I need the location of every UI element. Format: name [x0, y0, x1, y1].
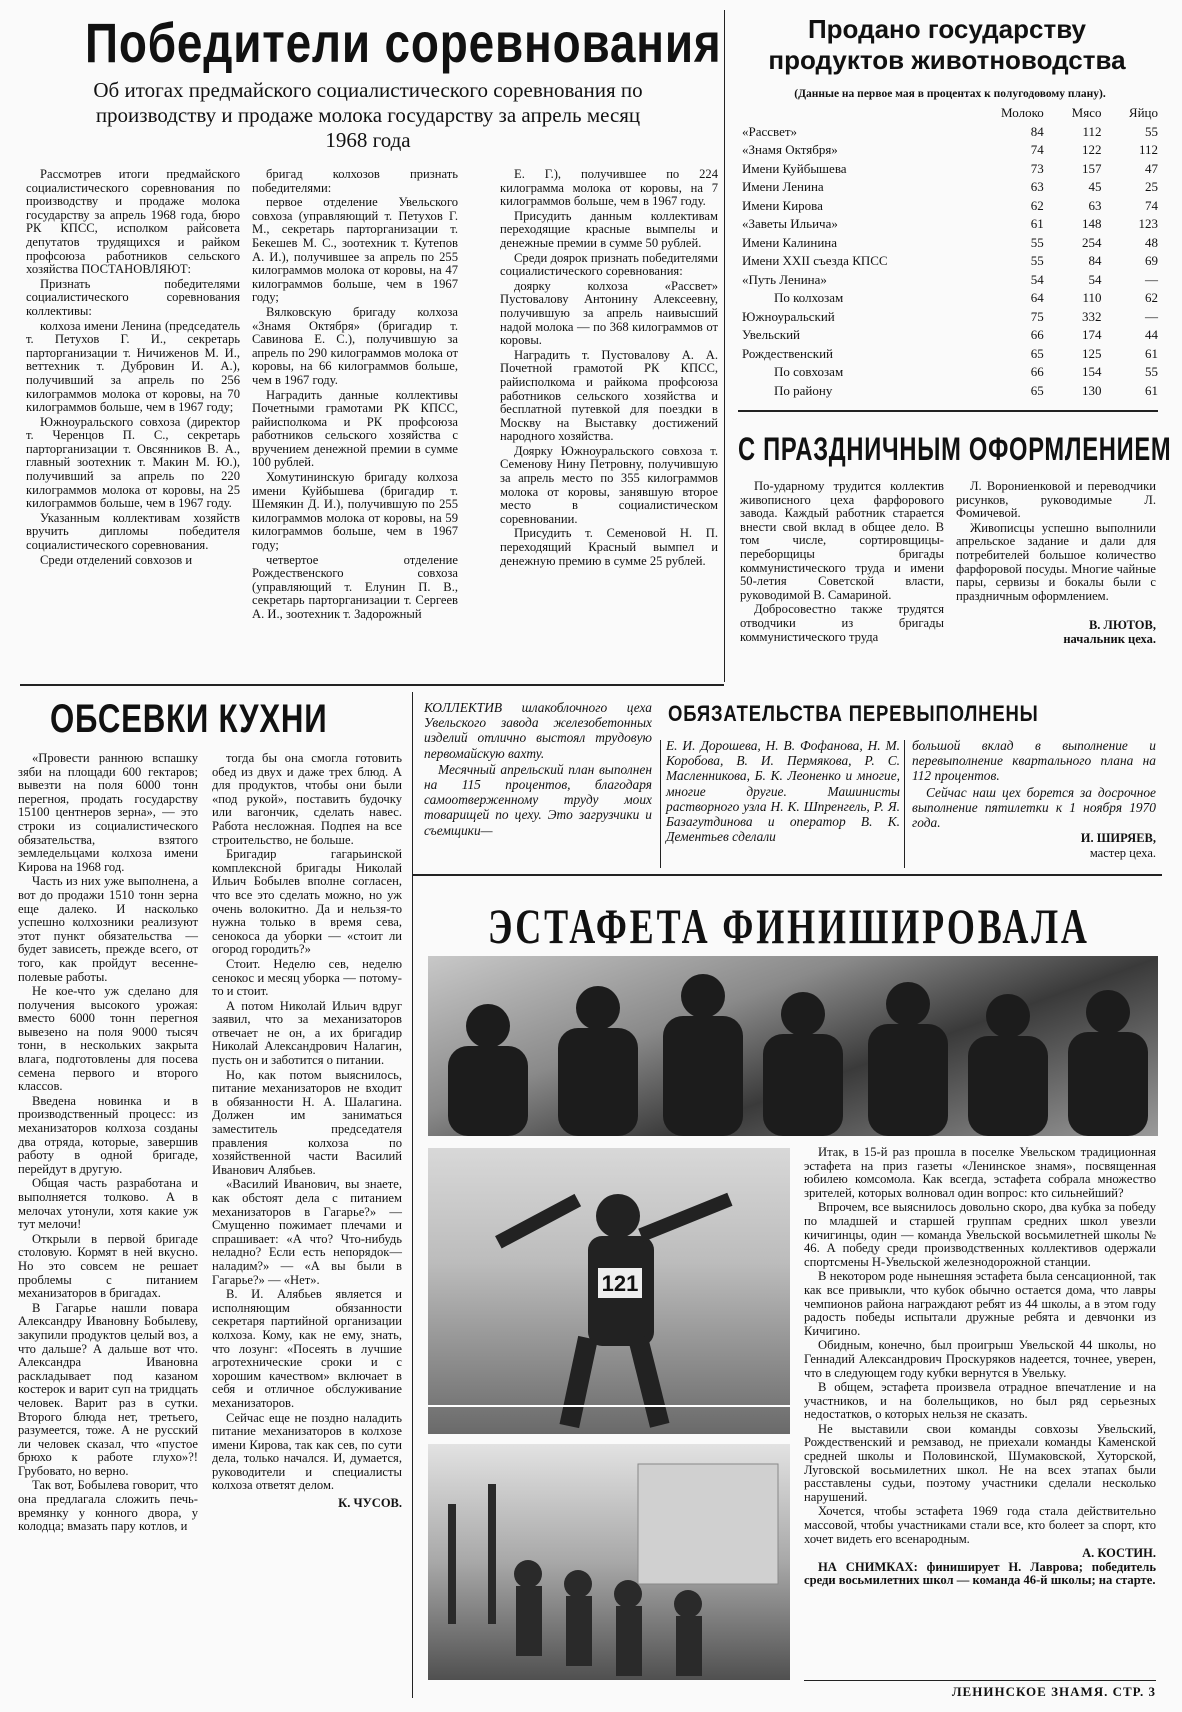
- sold-row-label: «Рассвет»: [742, 123, 798, 139]
- paragraph: Южноуральского совхоза (директор т. Черенцов П. С., секретарь парторганизации т. Овсянников В. А., главный зоотехник т. Макин М. Ю.), получивший за апрель по 220 килограммов молока от коровы, на 25 килограммов больше, чем в 1967 году.: [26, 414, 240, 511]
- sold-table-row: [740, 141, 1160, 160]
- sold-row-value: 130: [1081, 382, 1102, 398]
- column-rule: [412, 692, 413, 1698]
- kitchen-title: ОБСЕВКИ КУХНИ: [50, 697, 328, 741]
- section-rule: [738, 410, 1158, 412]
- sold-row-label: Имени XXII съезда КПСС: [742, 253, 888, 268]
- photo-caption-lead: НА СНИМКАХ:: [818, 1559, 918, 1574]
- paragraph: Добросовестно также трудятся отводчики из бригады коммунистического труда: [740, 602, 944, 644]
- sold-table-header: [740, 104, 1160, 123]
- sold-row-label: Имени Кирова: [742, 197, 823, 213]
- exceeded-author-role: мастер цеха.: [1089, 846, 1156, 861]
- sold-row-label: «Знамя Октября»: [742, 142, 838, 157]
- festive-col-1: [740, 480, 944, 645]
- winners-col-3: [500, 168, 718, 569]
- sold-table-header-cell: [740, 104, 966, 123]
- sold-row-value: 112: [1138, 142, 1158, 157]
- sold-table-header-cell: Молоко: [1001, 105, 1044, 120]
- sold-row-label: По району: [774, 382, 833, 398]
- sold-table-row: [740, 123, 1160, 142]
- paragraph: Хомутининскую бригаду колхоза имени Куйбышева (бригадир т. Шемякин Д. И.), получившую по 255 килограммов молока от коровы, на 59 килограммов больше, чем в 1967 году;: [252, 470, 458, 553]
- sold-row-value: 154: [1081, 364, 1102, 379]
- paragraph: «Провести раннюю вспашку зяби на площади 600 гектаров; вывезти на поля 6000 тонн перегноя, продать государству 15100 центнеров зерна», — это строки из социалистического обязательства, взятого земледельцами колхоза имени Кирова на 1968 год.: [18, 751, 198, 874]
- paragraph: доярку колхоза «Рассвет» Пустовалову Антонину Алексеевну, получившую за апрель наивысший надой молока — по 368 килограммов от коровы.: [500, 278, 718, 348]
- sold-row-value: 55: [1145, 364, 1158, 379]
- paragraph: Не выставили свои команды совхозы Увельский, Рождественский и ремзавод, не приехали команды Каменской средней школы и Половинской, Шумаковской, Хуторской, Луговской восьмилетних школ. Не на всех этапах были расставлены судьи, поэтому участники сделали несколько нарушений.: [804, 1421, 1156, 1504]
- sold-title: [742, 14, 1152, 76]
- paragraph: Итак, в 15-й раз прошла в поселке Увельском традиционная эстафета на приз газеты «Ленинское знамя», посвященная юбилею комсомола. Как всегда, эстафета собрала множество зрителей, которых волновал один вопрос: кто сильнейший?: [804, 1145, 1156, 1200]
- sold-row-value: 55: [1030, 253, 1044, 268]
- sold-row-value: 84: [1030, 123, 1044, 139]
- section-rule: [412, 874, 1162, 876]
- paragraph: В Гагарье нашли повара Александру Ивановну Бобылеву, закупили продуктов целый воз, а что дальше? А дальше вот что. Александра Ивановна раскладывает под казаном костерок и варит суп на тридцать человек. Варит раз в сутки. Второго блюда нет, третьего, разумеется, тоже. А не русский ли человек сказал, что «пустое брюхо к работе глухо»?! Грубовато, но верно.: [18, 1300, 198, 1478]
- paragraph: Месячный апрельский план выполнен на 115 процентов, благодаря самоотверженному труду моих товарищей по цеху. Это загрузчики и съемщики—: [424, 761, 652, 838]
- sold-row-value: 62: [1145, 290, 1158, 305]
- photo-caption-text: финиширует Н. Лаврова; победитель среди восьмилетних школ — команда 46-й школы; на старте.: [804, 1559, 1156, 1588]
- paragraph: Впрочем, все выяснилось довольно скоро, два кубка за победу по младшей и старшей группам средних школ увезли кичигинцы, один — команда Увельской восьмилетней школы № 46. А победу среди производственных коллективов одержали спортсмены Н-Увельской железнодорожной станции.: [804, 1200, 1156, 1269]
- paragraph: Так вот, Бобылева говорит, что она предлагала сложить печь-времянку у конного двора, у колодца; вмазать пару котлов, и: [18, 1478, 198, 1534]
- sold-title-line-2: продуктов животноводства: [768, 45, 1126, 75]
- sold-row-value: 157: [1081, 160, 1102, 176]
- paragraph: Сейчас еще не поздно наладить питание механизаторов в колхозе имени Кирова, так как сев, по сути дела, только начался. И, думается, руководители и специалисты колхоза ответят делом.: [212, 1410, 402, 1493]
- sold-row-value: 63: [1030, 179, 1044, 194]
- festive-author-role: начальник цеха.: [1063, 631, 1156, 646]
- footer-rule: [804, 1680, 1156, 1681]
- sold-row-value: 110: [1082, 290, 1102, 305]
- relay-author: А. КОСТИН.: [1082, 1546, 1156, 1561]
- sold-row-value: 54: [1030, 271, 1044, 287]
- paragraph: Вялковскую бригаду колхоза «Знамя Октября» (бригадир т. Савинова Е. С.), получившую за апрель по 290 килограммов молока от коровы, на 66 килограммов больше, чем в 1967 году.: [252, 304, 458, 387]
- sold-row-value: 123: [1138, 216, 1158, 231]
- runner-figure: [428, 1148, 790, 1434]
- team-figures: [428, 956, 1158, 1136]
- sold-row-value: 61: [1145, 345, 1158, 361]
- sold-table-row: [740, 234, 1160, 253]
- festive-author: В. ЛЮТОВ,: [1088, 618, 1156, 633]
- sold-table-row: [740, 308, 1160, 327]
- paragraph: Наградить данные коллективы Почетными грамотами РК КПСС, райисполкома и РК профсоюза работников сельского хозяйства с вручением денежной премии в сумме 100 рублей.: [252, 387, 458, 470]
- column-rule: [724, 10, 725, 682]
- sold-table-wrap: [740, 104, 1160, 400]
- sold-table-row: [740, 271, 1160, 290]
- winners-col-1: [26, 168, 240, 568]
- sold-table-header-cell: Яйцо: [1128, 105, 1158, 120]
- sold-note: (Данные на первое мая в процентах к полугодовому плану).: [794, 88, 1106, 100]
- winners-subtitle: Об итогах предмайского социалистического соревнования по производству и продаже молока государству за апрель месяц 1968 года: [93, 78, 643, 152]
- photo-finish: [428, 1148, 790, 1434]
- paragraph: «Василий Иванович, вы знаете, как обстоят дела с питанием механизаторов в Гагарье?» — Смущенно пожимает плечами и спрашивает: «А что? Что-нибудь неладно? Если есть непорядок—наладим?» — «А вы были в Гагарье?» — «Нет».: [212, 1177, 402, 1287]
- sold-table-row: [740, 326, 1160, 345]
- paragraph: Сейчас наш цех борется за досрочное выполнение пятилетки к 1 ноября 1970 года.: [912, 784, 1156, 831]
- sold-table-row: [740, 289, 1160, 308]
- sold-row-value: 84: [1088, 253, 1102, 268]
- sold-title-line-1: Продано государству: [807, 14, 1086, 44]
- sold-row-label: Рождественский: [742, 345, 834, 361]
- sold-table-row: [740, 252, 1160, 271]
- sold-row-label: Имени Куйбышева: [742, 160, 847, 176]
- paragraph: Указанным коллективам хозяйств вручить дипломы победителя социалистического соревнования.: [26, 510, 240, 553]
- sold-row-value: 55: [1145, 123, 1158, 139]
- paragraph: четвертое отделение Рождественского совхоза (управляющий т. Елунин П. В., секретарь парторганизации т. Сергеев А. И., зоотехник т. Задорожный: [252, 552, 458, 621]
- festive-title: С ПРАЗДНИЧНЫМ ОФОРМЛЕНИЕМ: [738, 431, 1172, 467]
- sold-table-row: [740, 178, 1160, 197]
- column-rule: [904, 740, 905, 868]
- sold-row-value: 65: [1030, 345, 1044, 361]
- sold-table-row: [740, 382, 1160, 401]
- relay-title: ЭСТАФЕТА ФИНИШИРОВАЛА: [488, 898, 1090, 954]
- sold-table-row: [740, 197, 1160, 216]
- sold-row-label: Имени Калинина: [742, 234, 838, 250]
- paragraph: КОЛЛЕКТИВ шлакоблочного цеха Увельского завода железобетонных изделий отлично выстоял трудовую первомайскую вахту.: [424, 700, 652, 761]
- paragraph: Л. Ворониенковой и переводчики рисунков, руководимые Л. Фомичевой.: [956, 479, 1156, 521]
- winners-title: Победители соревнования: [85, 11, 722, 74]
- page-footer: ЛЕНИНСКОЕ ЗНАМЯ. СТР. 3: [951, 1684, 1156, 1699]
- paragraph: Рассмотрев итоги предмайского социалистического соревнования по производству и продаже молока государству за апрель 1968 года, бюро РК КПСС, исполком райсовета депутатов трудящихся и райком профсоюза работников сельского хозяйства ПОСТАНОВЛЯЮТ:: [26, 167, 240, 277]
- kitchen-author: К. ЧУСОВ.: [338, 1496, 402, 1511]
- paragraph: Стоит. Неделю сев, неделю сенокос и месяц уборка — потому-то и стоит.: [212, 956, 402, 999]
- sold-row-label: «Путь Ленина»: [742, 271, 827, 287]
- paragraph: тогда бы она смогла готовить обед из двух и даже трех блюд. А для продуктов, чтобы они были «под рукой», поставить будочку или вагончик, сделать навес. Работа несложная. Подпея на все строительство, не больше.: [212, 751, 402, 847]
- sold-row-value: 66: [1030, 364, 1044, 379]
- paragraph: Обидным, конечно, был проигрыш Увельской 44 школы, но Геннадий Александрович Проскуряков надеется, точнее, уверен, что в следующем году кубки вернутся в Увельку.: [804, 1338, 1156, 1380]
- paragraph: В некотором роде нынешняя эстафета была сенсационной, так как все привыкли, что кубок обычно остается дома, что лавры чемпионов района награждают ребят из 44 школы, а в этом году радость победы испытали дружные ребята и девчонки из Кичигино.: [804, 1269, 1156, 1338]
- sold-row-value: 74: [1145, 197, 1158, 213]
- photo-caption: [804, 1561, 1156, 1588]
- sold-row-value: 174: [1081, 327, 1102, 342]
- paragraph: Доярку Южноуральского совхоза т. Семенову Нину Петровну, получившую за апрель место по 355 килограммов молока от коровы, занявшую второе место в социалистическом соревновании.: [500, 443, 718, 526]
- paragraph: Общая часть разработана и выполняется толково. А в мелочах утонули, хотя какие уж тут мелочи!: [18, 1176, 198, 1232]
- sold-row-value: 254: [1081, 234, 1102, 250]
- sold-row-value: 332: [1081, 308, 1102, 324]
- sold-row-value: 122: [1081, 142, 1102, 157]
- sold-table-row: [740, 363, 1160, 382]
- column-rule: [660, 740, 661, 868]
- sold-row-label: По колхозам: [774, 290, 844, 305]
- collective-col: [424, 700, 652, 839]
- sold-row-value: 64: [1030, 290, 1044, 305]
- winners-col-2: [252, 168, 458, 623]
- paragraph: В. И. Алябьев является и исполняющим обязанности секретаря партийной организации колхоза. Кому, как не ему, знать, что лозунг: «Посеять в лучшие агротехнические сроки и с хорошим качеством» включает в себя и отличное обслуживание механизаторов.: [212, 1287, 402, 1410]
- paragraph: Присудить т. Семеновой Н. П. переходящий Красный вымпел и денежную премию в сумме 25 рублей.: [500, 526, 718, 568]
- sold-row-value: 55: [1030, 234, 1044, 250]
- paragraph: Среди доярок признать победителями социалистического соревнования:: [500, 250, 718, 279]
- sold-row-label: Увельский: [742, 327, 800, 342]
- sold-row-label: Имени Ленина: [742, 179, 824, 194]
- relay-text: [804, 1146, 1156, 1589]
- paragraph: большой вклад в выполнение и перевыполнение квартального плана на 112 процентов.: [912, 738, 1156, 784]
- sold-row-value: 125: [1081, 345, 1102, 361]
- sold-row-value: 66: [1030, 327, 1044, 342]
- paragraph: Е. Г.), получившее по 224 килограмма молока от коровы, на 7 килограммов больше, чем в 1967 году.: [500, 167, 718, 209]
- sold-row-value: 47: [1145, 160, 1158, 176]
- paragraph: Живописцы успешно выполнили апрельское задание и дали для потребителей большое количество фарфоровой посуды. Многие чайные пары, сервизы и бокалы были с праздничным оформлением.: [956, 520, 1156, 603]
- sold-row-value: 44: [1145, 327, 1158, 342]
- paragraph: Открыли в первой бригаде столовую. Кормят в ней вкусно. Но это совсем не решает проблемы с питанием механизаторов в бригадах.: [18, 1231, 198, 1301]
- sold-row-label: Южноуральский: [742, 308, 835, 324]
- sold-row-value: 74: [1030, 142, 1044, 157]
- paragraph: Не кое-что уж сделано для получения высокого урожая: вместо 6000 тонн перегноя вывезено на поля 9000 тысяч тонн, в нескольких закрыта влага, подготовлены для посева семена первого и второго классов.: [18, 984, 198, 1094]
- sold-table: [740, 104, 1160, 400]
- paragraph: Но, как потом выяснилось, питание механизаторов не входит в обязанности Н. А. Шалагина. Должен им заниматься заместитель председателя правления колхоза по хозяйственной части Василий Иванович Алябьев.: [212, 1067, 402, 1177]
- paragraph: первое отделение Увельского совхоза (управляющий т. Петухов Г. М., секретарь парторганизации т. Бекешев М. С., зоотехник т. Кутепов А. И.), получившее за апрель по 255 килограммов молока от коровы, на 47 килограммов больше, чем в 1967 году;: [252, 195, 458, 305]
- sold-row-value: 61: [1030, 216, 1044, 231]
- paragraph: Хочется, чтобы эстафета 1969 года стала действительно массовой, чтобы участниками стали все, кто болеет за спорт, кто хочет видеть его всенародным.: [804, 1504, 1156, 1546]
- sold-row-label: «Заветы Ильича»: [742, 216, 838, 231]
- sold-row-value: 75: [1030, 308, 1044, 324]
- paragraph: Часть из них уже выполнена, а вот до продажи 1510 тонн зерна еще далеко. И насколько успешно колхозники реализуют этот пункт обязательства — будет зависеть, прежде всего, от того, как пройдут весенне-полевые работы.: [18, 874, 198, 984]
- runner-bib-number: 121: [601, 1271, 639, 1296]
- paragraph: А потом Николай Ильич вдруг заявил, что за механизаторов отвечает не он, а их бригадир Николай Александрович Налагин, пусть он и заботится о питании.: [212, 998, 402, 1068]
- paragraph: По-ударному трудится коллектив живописного цеха фарфорового завода. Каждый работник старается внести свой вклад в общее дело. В том числе, сортировщицы-переборщицы бригады коммунистического труда и имени 50-летия Советской власти, руководимой В. Самариной.: [740, 479, 944, 602]
- sold-row-label: По совхозам: [774, 364, 844, 379]
- sold-row-value: 25: [1145, 179, 1158, 194]
- exceeded-title: ОБЯЗАТЕЛЬСТВА ПЕРЕВЫПОЛНЕНЫ: [668, 701, 1039, 726]
- sold-row-value: 54: [1088, 271, 1102, 287]
- photo-start: [428, 1444, 790, 1680]
- sold-row-value: 69: [1145, 253, 1158, 268]
- sold-row-value: 63: [1088, 197, 1102, 213]
- paragraph: Присудить данным коллективам переходящие красные вымпелы и денежные премии в сумме 50 рублей.: [500, 208, 718, 250]
- photo-winning-team: [428, 956, 1158, 1136]
- sold-row-value: 61: [1145, 382, 1158, 398]
- sold-row-value: 45: [1088, 179, 1102, 194]
- exceeded-author: И. ШИРЯЕВ,: [1080, 831, 1156, 846]
- sold-row-value: 65: [1030, 382, 1044, 398]
- paragraph: Признать победителями социалистического соревнования коллективы:: [26, 276, 240, 318]
- start-crowd: [428, 1444, 790, 1680]
- sold-table-row: [740, 215, 1160, 234]
- kitchen-col-1: [18, 752, 198, 1535]
- paragraph: Среди отделений совхозов и: [40, 552, 193, 567]
- sold-row-value: 48: [1145, 234, 1158, 250]
- sold-table-row: [740, 160, 1160, 179]
- kitchen-col-2: [212, 752, 402, 1511]
- paragraph: В общем, эстафета произвела отрадное впечатление и на участников, и на болельщиков, но был ряд серьезных недостатков, о которых нельзя не сказать.: [804, 1380, 1156, 1422]
- sold-table-header-cell: Мясо: [1071, 105, 1102, 120]
- paragraph: Бригадир гагарьинской комплексной бригады Николай Ильич Бобылев вполне согласен, что все это сделать можно, но уж очень волокитно. Да и нельзя-то нужна только в время сева, сенокоса да уборки — «стоит ли огород городить?»: [212, 847, 402, 957]
- sold-row-value: 73: [1030, 160, 1044, 176]
- sold-row-value: 62: [1030, 197, 1044, 213]
- paragraph: Наградить т. Пустовалову А. А. Почетной грамотой РК КПСС, райисполкома и райкома профсоюза работников сельского хозяйства и бесплатной путевкой для поездки в Москву на Выставку достижений народного хозяйства.: [500, 347, 718, 444]
- exceeded-col-2: [912, 738, 1156, 862]
- sold-row-value: 112: [1082, 123, 1102, 139]
- sold-table-row: [740, 345, 1160, 364]
- sold-row-value: —: [1145, 271, 1158, 287]
- exceeded-col-1: Е. И. Дорошева, Н. В. Фофанова, Н. М. Коробова, В. И. Пермякова, Р. С. Масленникова, Б. К. Леоненко и многие, многие другие. Машинисты растворного узла Н. К. Шпренгель, Р. Я. Базагутдинова и оператор В. К. Дементьев сделали: [666, 738, 900, 845]
- paragraph: бригад колхозов признать победителями:: [252, 167, 458, 195]
- sold-row-value: —: [1145, 308, 1158, 324]
- sold-row-value: 148: [1081, 216, 1102, 231]
- paragraph: колхоза имени Ленина (председатель т. Петухов Г. И., секретарь парторганизации т. Ничиженов М. И., веттехник т. Дубровин И. А.), получивший за апрель по 256 килограммов молока от коровы, на 70 килограммов больше, чем в 1967 году;: [26, 318, 240, 415]
- paragraph: Введена новинка и в производственный процесс: из механизаторов колхоза созданы два отряда, которые, завершив работу в одной бригаде, перейдут в другую.: [18, 1093, 198, 1176]
- section-rule: [20, 684, 724, 686]
- festive-col-2: [956, 480, 1156, 647]
